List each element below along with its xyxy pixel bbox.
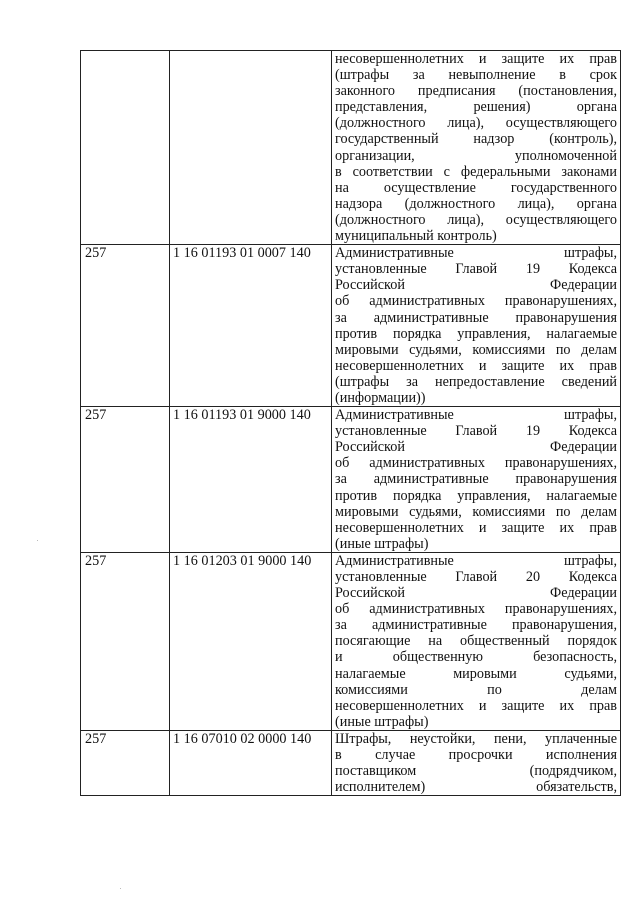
description-line: и общественную безопасность,: [335, 649, 617, 666]
description-cell: [332, 51, 621, 245]
description-line: законного предписания (постановления,: [335, 83, 617, 100]
table-row: [81, 245, 621, 407]
description-line: на осуществление государственного: [335, 179, 617, 196]
admin-code-cell: 257: [81, 407, 170, 553]
description-line: (иные штрафы): [335, 535, 429, 552]
description-line: об административных правонарушениях,: [335, 601, 617, 618]
table-row: [81, 407, 621, 553]
scan-speck: [37, 540, 38, 541]
kbk-code-cell: [170, 51, 332, 245]
description-line: Штрафы, неустойки, пени, уплаченные: [335, 730, 617, 747]
description-line: (иные штрафы): [335, 713, 429, 730]
description-cell: [332, 245, 621, 407]
table-body: [81, 51, 621, 796]
description-line: за административные правонарушения,: [335, 617, 617, 634]
description-line: против порядка управления, налагаемые: [335, 325, 617, 342]
table-row: [81, 51, 621, 245]
kbk-code-cell: 1 16 01203 01 9000 140: [170, 552, 332, 730]
description-line: Российской Федерации: [335, 277, 617, 294]
description-cell: [332, 407, 621, 553]
description-line: (должностного лица), осуществляющего: [335, 211, 617, 228]
description-line: исполнителем) обязательств,: [335, 779, 617, 796]
description-line: за административные правонарушения: [335, 309, 617, 326]
admin-code-cell: 257: [81, 552, 170, 730]
description-line: поставщиком (подрядчиком,: [335, 763, 617, 780]
description-line: налагаемые мировыми судьями,: [335, 665, 617, 682]
kbk-code-cell: 1 16 07010 02 0000 140: [170, 730, 332, 795]
description-line: несовершеннолетних и защите их прав: [335, 697, 617, 714]
description-line: (информации)): [335, 389, 426, 406]
description-line: мировыми судьями, комиссиями по делам: [335, 341, 617, 358]
description-line: (штрафы за невыполнение в срок: [335, 67, 617, 84]
description-line: Российской Федерации: [335, 439, 617, 456]
description-line: Российской Федерации: [335, 585, 617, 602]
description-line: несовершеннолетних и защите их прав: [335, 357, 617, 374]
description-line: надзора (должностного лица), органа: [335, 195, 617, 212]
description-line: организации, уполномоченной: [335, 147, 617, 164]
description-line: об административных правонарушениях,: [335, 293, 617, 310]
description-line: против порядка управления, налагаемые: [335, 487, 617, 504]
description-line: установленные Главой 19 Кодекса: [335, 261, 617, 278]
description-line: об административных правонарушениях,: [335, 455, 617, 472]
description-line: комиссиями по делам: [335, 681, 617, 698]
description-line: Административные штрафы,: [335, 552, 617, 569]
description-line: (штрафы за непредоставление сведений: [335, 373, 617, 390]
description-line: несовершеннолетних и защите их прав: [335, 51, 617, 67]
kbk-code-cell: 1 16 01193 01 0007 140: [170, 245, 332, 407]
description-line: несовершеннолетних и защите их прав: [335, 519, 617, 536]
description-line: установленные Главой 20 Кодекса: [335, 569, 617, 585]
table-row: [81, 552, 621, 730]
description-line: (должностного лица), осуществляющего: [335, 115, 617, 132]
admin-code-cell: [81, 51, 170, 245]
budget-codes-table: [80, 50, 621, 796]
description-line: в случае просрочки исполнения: [335, 747, 617, 764]
description-line: мировыми судьями, комиссиями по делам: [335, 503, 617, 520]
description-line: установленные Главой 19 Кодекса: [335, 423, 617, 440]
scan-speck: [120, 888, 121, 889]
description-cell: [332, 730, 621, 795]
description-line: Административные штрафы,: [335, 245, 617, 262]
description-line: представления, решения) органа: [335, 99, 617, 116]
table-row: [81, 730, 621, 795]
description-cell: [332, 552, 621, 730]
description-line: в соответствии с федеральными законами: [335, 163, 617, 180]
description-line: посягающие на общественный порядок: [335, 633, 617, 650]
description-line: Административные штрафы,: [335, 407, 617, 424]
description-line: муниципальный контроль): [335, 228, 497, 245]
admin-code-cell: 257: [81, 245, 170, 407]
kbk-code-cell: 1 16 01193 01 9000 140: [170, 407, 332, 553]
description-line: государственный надзор (контроль),: [335, 131, 617, 148]
admin-code-cell: 257: [81, 730, 170, 795]
description-line: за административные правонарушения: [335, 471, 617, 488]
